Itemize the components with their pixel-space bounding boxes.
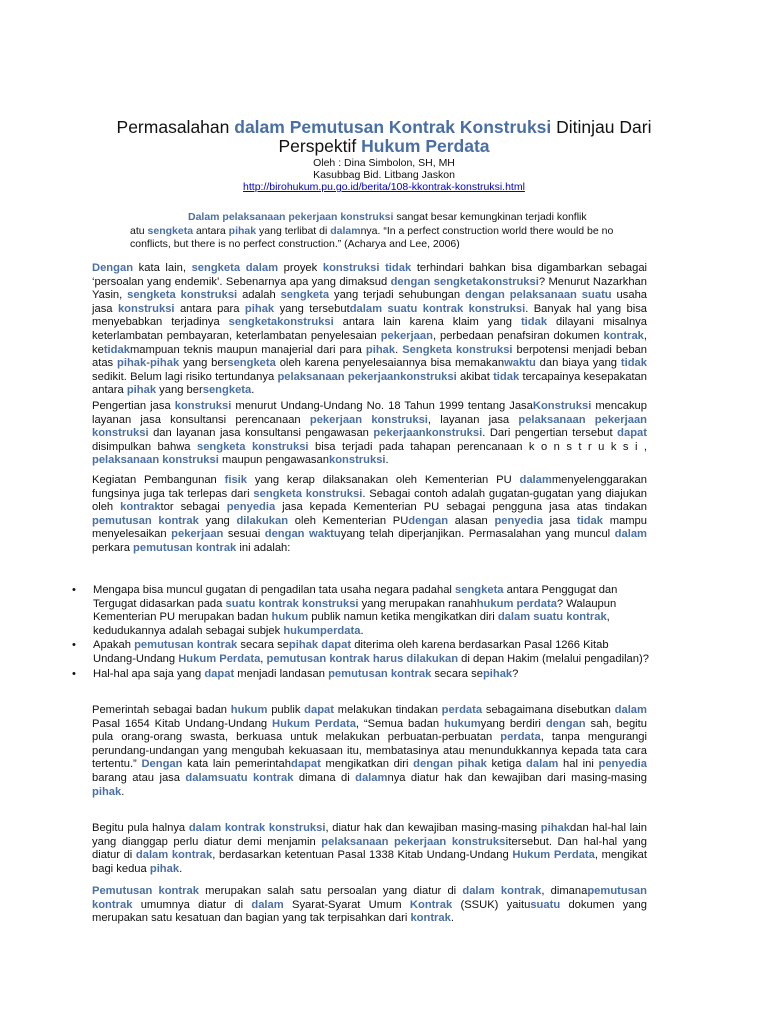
- keyword-highlight: sengketa: [253, 487, 302, 500]
- keyword-highlight: pemutusan: [587, 885, 647, 897]
- keyword-highlight: dengan: [408, 514, 449, 527]
- source-link-wrap: [60, 181, 708, 194]
- keyword-highlight: kontrak: [566, 611, 607, 624]
- keyword-highlight: Pemutusan: [92, 885, 153, 897]
- keyword-highlight: kontrak: [603, 329, 644, 342]
- keyword-highlight: dalam: [526, 758, 559, 771]
- keyword-highlight: konstruksi: [400, 370, 457, 383]
- keyword-highlight: pelaksanaan: [518, 413, 586, 426]
- keyword-highlight: perdata: [441, 704, 483, 716]
- title-text: Permasalahan: [116, 117, 235, 137]
- keyword-highlight: pihak: [92, 785, 122, 798]
- intro-text: antara: [193, 224, 229, 237]
- keyword-highlight: kontrak: [253, 771, 294, 784]
- keyword-highlight: fisik: [224, 474, 247, 486]
- keyword-highlight: pihak: [149, 357, 180, 370]
- keyword-highlight: suatu: [533, 611, 564, 624]
- keyword-highlight: dalam: [349, 302, 383, 315]
- keyword-highlight: waktu: [309, 528, 341, 541]
- keyword-highlight: dalam: [245, 262, 279, 274]
- keyword-highlight: konstruksi: [162, 454, 219, 467]
- keyword-highlight: tidak: [520, 316, 548, 329]
- author-position: Kasubbag Bid. Litbang Jaskon: [313, 169, 455, 181]
- keyword-highlight: pekerjaan: [394, 835, 447, 848]
- keyword-highlight: sengketa: [455, 584, 504, 596]
- keyword-highlight: sengketa: [227, 357, 276, 370]
- keyword-highlight: pelaksanaan: [321, 835, 389, 848]
- keyword-highlight: dalam: [135, 849, 169, 862]
- list-item: [72, 639, 652, 666]
- keyword-highlight: pekerjaan: [594, 413, 648, 426]
- keyword-highlight: dalam: [614, 528, 648, 541]
- list-item-text: Mengapa bisa muncul gugatan di pengadilan tata usaha negara padahal sengketa antara Penggugat dan Tergugat didasarkan pada suatu kontrak konstruksi yang merupakan ranahhukum perdata? Walaupun Kementerian PU merupakan badan hukum publik namun ketika mengikatkan diri dalam suatu kontrak, kedudukannya adalah sebagai subjek hukumperdata.: [93, 584, 618, 637]
- keyword-highlight: pelaksanaan: [277, 370, 345, 383]
- intro-text: yang terlibat di: [256, 224, 331, 237]
- paragraph-3: Kegiatan Pembangunan fisik yang kerap dilaksanakan oleh Kementerian PU dalammenyelenggarakan fungsinya juga tak terlepas dari sengketa konstruksi. Sebagai contoh adalah gugatan-gugatan yang diajukan oleh kontraktor sebagai penyedia jasa kepada Kementerian PU sebagai pengguna jasa atas tindakan pemutusan kontrak yang dilakukan oleh Kementerian PUdengan alasan penyedia jasa tidak mampu menyelesaikan pekerjaan sesuai dengan waktuyang telah diperjanjikan. Permasalahan yang muncul dalam perkara pemutusan kontrak ini adalah:: [92, 474, 648, 554]
- keyword-highlight: konstruksi: [180, 289, 238, 302]
- keyword-highlight: dengan: [545, 717, 586, 730]
- question-list: [72, 584, 652, 682]
- keyword-highlight: Perdata: [553, 849, 595, 862]
- keyword-highlight: tidak: [103, 343, 130, 356]
- keyword-highlight: pemutusan: [328, 667, 388, 680]
- intro-text: atu: [130, 224, 148, 237]
- keyword-highlight: dalam: [614, 704, 647, 716]
- keyword-highlight: hukum: [271, 611, 309, 624]
- title-text: Perspektif: [278, 136, 362, 156]
- keyword-highlight: pihak: [117, 357, 147, 370]
- keyword-highlight: dapat: [321, 639, 352, 652]
- keyword-highlight: Dengan: [141, 758, 183, 771]
- list-item-text: Apakah pemutusan kontrak secara sepihak dapat diterima oleh karena berdasarkan Pasal 1266 Kitab Undang-Undang Hukum Perdata, pemutusan kontrak harus dilakukan di depan Hakim (melalui pengadilan)?: [93, 639, 649, 665]
- keyword-highlight: dalam: [185, 771, 218, 784]
- intro-keyword: pihak: [228, 224, 257, 237]
- list-item-text: Hal-hal apa saja yang dapat menjadi landasan pemutusan kontrak secara sepihak?: [93, 667, 519, 680]
- keyword-highlight: tidak: [620, 357, 648, 370]
- keyword-highlight: pihak: [149, 862, 180, 875]
- keyword-highlight: kontrak: [329, 652, 370, 665]
- keyword-highlight: Perdata: [219, 652, 261, 665]
- keyword-highlight: dalam: [355, 771, 388, 784]
- keyword-highlight: pihak: [365, 343, 396, 356]
- keyword-highlight: pekerjaan: [347, 370, 401, 383]
- keyword-highlight: Konstruksi: [532, 400, 592, 412]
- keyword-highlight: harus: [372, 652, 404, 665]
- keyword-highlight: perdata: [516, 597, 557, 610]
- keyword-highlight: konstruksi: [328, 454, 386, 467]
- keyword-highlight: dalam: [462, 885, 495, 897]
- title-keyword: dalam Pemutusan Kontrak Konstruksi: [234, 117, 552, 137]
- keyword-highlight: konstruksi: [92, 427, 149, 440]
- keyword-highlight: Hukum: [178, 652, 217, 665]
- keyword-highlight: dengan: [465, 289, 505, 302]
- keyword-highlight: tidak: [385, 262, 412, 274]
- keyword-highlight: dapat: [204, 667, 235, 680]
- paragraph-1: Dengan kata lain, sengketa dalam proyek konstruksi tidak terhindari bahkan bisa digambarkan sebagai ‘persoalan yang endemik’. Sebenarnya apa yang dimaksud dengan sengketakonstruksi? Menurut Nazarkhan Yasin, sengketa konstruksi adalah sengketa yang terjadi sehubungan dengan pelaksanaan suatu usaha jasa konstruksi antara para pihak yang tersebutdalam suatu kontrak konstruksi. Banyak hal yang bisa menyebabkan terjadinya sengketakonstruksi antara lain karena klaim yang tidak dilayani misalnya keterlambatan pembayaran, keterlambatan penyelesaian pekerjaan, perbedaan penafsiran dokumen kontrak, ketidakmampuan teknis maupun manajerial dari para pihak. Sengketa konstruksi berpotensi menjadi beban atas pihak-pihak yang bersengketa oleh karena penyelesaiannya bisa memakanwaktu dan biaya yang tidak sedikit. Belum lagi risiko tertundanya pelaksanaan pekerjaankonstruksi akibat tidak tercapainya kesepakatan antara pihak yang bersengketa.: [92, 262, 648, 397]
- keyword-highlight: dilakukan: [236, 514, 289, 527]
- bullet-icon: •: [72, 639, 76, 652]
- keyword-highlight: pemutusan: [92, 514, 152, 527]
- keyword-highlight: hukum: [230, 704, 268, 716]
- keyword-highlight: dapat: [617, 427, 647, 440]
- keyword-highlight: konstruksi: [425, 427, 483, 440]
- keyword-highlight: pemutusan: [133, 541, 193, 554]
- document-title: [60, 118, 708, 156]
- keyword-highlight: kontrak: [158, 514, 199, 527]
- intro-keyword: sengketa: [147, 224, 194, 237]
- paragraph-2: Pengertian jasa konstruksi menurut Undang-Undang No. 18 Tahun 1999 tentang JasaKonstruksi mencakup layanan jasa konsultansi perencanaan pekerjaan konstruksi, layanan jasa pelaksanaan pekerjaan konstruksi dan layanan jasa konsultansi pengawasan pekerjaankonstruksi. Dari pengertian tersebut dapat disimpulkan bahwa sengketa konstruksi bisa terjadi pada tahapan perencanaan k o n s t r u k s i , pelaksanaan konstruksi maupun pengawasankonstruksi.: [92, 400, 648, 467]
- keyword-highlight: pekerjaan: [171, 528, 224, 541]
- keyword-highlight: pihak: [540, 822, 571, 834]
- keyword-highlight: konstruksi: [371, 413, 428, 426]
- keyword-highlight: kontrak: [390, 667, 432, 680]
- keyword-highlight: kontrak: [500, 885, 542, 897]
- keyword-highlight: dengan: [264, 528, 305, 541]
- keyword-highlight: pelaksanaan: [509, 289, 577, 302]
- keyword-highlight: penyedia: [494, 514, 543, 527]
- keyword-highlight: suatu: [225, 597, 256, 610]
- keyword-highlight: pemutusan: [266, 652, 327, 665]
- keyword-highlight: pekerjaan: [309, 413, 363, 426]
- keyword-highlight: tidak: [576, 514, 603, 527]
- list-item: [72, 668, 652, 682]
- intro-text: nya. “In a perfect construction world there would be no conflicts, but there is no perfect construction.” (Acharya and Lee, 2006): [130, 224, 614, 250]
- keyword-highlight: konstruksi: [305, 487, 363, 500]
- keyword-highlight: kontrak: [224, 822, 266, 834]
- keyword-highlight: konstruksi: [451, 835, 509, 848]
- keyword-highlight: tidak: [493, 370, 520, 383]
- keyword-highlight: konstruksi: [301, 597, 359, 610]
- intro-keyword: Dalam pelaksanaan pekerjaan konstruksi: [188, 211, 394, 223]
- title-text: Ditinjau Dari: [551, 117, 652, 137]
- keyword-highlight: perdata: [500, 731, 541, 744]
- keyword-highlight: pemutusan: [134, 639, 194, 652]
- keyword-highlight: kontrak: [120, 501, 161, 514]
- keyword-highlight: Kontrak: [409, 898, 453, 911]
- author-line: Oleh : Dina Simbolon, SH, MH: [313, 157, 455, 169]
- keyword-highlight: pihak: [126, 384, 157, 397]
- keyword-highlight: dengan: [413, 758, 453, 771]
- source-link[interactable]: http://birohukum.pu.go.id/berita/108-kkontrak-konstruksi.html: [243, 181, 525, 193]
- keyword-highlight: pihak: [457, 758, 487, 771]
- keyword-highlight: waktu: [504, 357, 536, 370]
- keyword-highlight: kontrak: [171, 849, 213, 862]
- keyword-highlight: kontrak: [410, 912, 451, 925]
- keyword-highlight: sengketa: [196, 440, 246, 453]
- keyword-highlight: penyedia: [226, 501, 276, 514]
- keyword-highlight: dalam: [497, 611, 531, 624]
- keyword-highlight: pekerjaan: [373, 427, 426, 440]
- keyword-highlight: penyedia: [598, 758, 647, 771]
- intro-quote: [130, 211, 650, 252]
- keyword-highlight: sengketa: [280, 289, 330, 302]
- keyword-highlight: sengketa: [228, 316, 278, 329]
- keyword-highlight: dalam: [188, 822, 222, 834]
- keyword-highlight: hukum: [444, 717, 481, 730]
- keyword-highlight: konstruksi: [268, 822, 326, 834]
- keyword-highlight: konstruksi: [322, 262, 380, 274]
- bullet-icon: •: [72, 667, 76, 680]
- keyword-highlight: pekerjaan: [380, 329, 433, 342]
- keyword-highlight: sengketa: [433, 275, 483, 288]
- keyword-highlight: dalam: [519, 474, 552, 486]
- paragraph-4: Pemerintah sebagai badan hukum publik dapat melakukan tindakan perdata sebagaimana disebutkan dalam Pasal 1654 Kitab Undang-Undang Hukum Perdata, “Semua badan hukumyang berdiri dengan sah, begitu pula orang-orang swasta, berkuasa untuk melakukan perbuatan-perbuatan perdata, tanpa mengurangi perundang-undangan yang mengubah kekuasaan itu, membatasinya atau menundukkannya kepada tata cara tertentu.” Dengan kata lain pemerintahdapat mengikatkan diri dengan pihak ketiga dalam hal ini penyedia barang atau jasa dalamsuatu kontrak dimana di dalamnya diatur hak dan kewajiban dari masing-masing pihak.: [92, 704, 648, 798]
- intro-keyword: dalam: [330, 224, 361, 237]
- keyword-highlight: suatu: [387, 302, 418, 315]
- paragraph-6: Pemutusan kontrak merupakan salah satu persoalan yang diatur di dalam kontrak, dimanapemutusan kontrak umumnya diatur di dalam Syarat-Syarat Umum Kontrak (SSUK) yaitusuatu dokumen yang merupakan satu kesatuan dan bagian yang tak terpisahkan dari kontrak.: [92, 885, 648, 925]
- paragraph-5: Begitu pula halnya dalam kontrak konstruksi, diatur hak dan kewajiban masing-masing pihakdan hal-hal lain yang dianggap perlu diatur demi menjamin pelaksanaan pekerjaan konstruksitersebut. Dan hal-hal yang diatur di dalam kontrak, berdasarkan ketentuan Pasal 1338 Kitab Undang-Undang Hukum Perdata, mengikat bagi kedua pihak.: [92, 822, 648, 875]
- keyword-highlight: perdata: [320, 624, 361, 637]
- keyword-highlight: pihak: [288, 639, 319, 652]
- keyword-highlight: kontrak: [196, 639, 238, 652]
- keyword-highlight: konstruksi: [482, 275, 539, 288]
- keyword-highlight: sengketa: [191, 262, 241, 274]
- intro-text: sangat besar kemungkinan terjadi konflik: [393, 211, 587, 223]
- keyword-highlight: dilakukan: [406, 652, 459, 665]
- keyword-highlight: dalam: [251, 898, 284, 911]
- keyword-highlight: kontrak: [92, 898, 133, 911]
- keyword-highlight: pihak: [244, 302, 275, 315]
- keyword-highlight: konstruksi: [468, 302, 526, 315]
- list-item: [72, 584, 652, 638]
- bullet-icon: •: [72, 584, 76, 596]
- keyword-highlight: konstruksi: [117, 302, 175, 315]
- keyword-highlight: pelaksanaan: [92, 454, 160, 467]
- keyword-highlight: kontrak: [422, 302, 464, 315]
- keyword-highlight: hukum: [476, 597, 514, 610]
- keyword-highlight: konstruksi: [251, 440, 309, 453]
- keyword-highlight: sengketa: [127, 289, 176, 302]
- keyword-highlight: konstruksi: [277, 316, 334, 329]
- keyword-highlight: suatu: [217, 771, 248, 784]
- keyword-highlight: kontrak: [195, 541, 237, 554]
- keyword-highlight: Perdata: [314, 717, 356, 730]
- keyword-highlight: kontrak: [258, 597, 299, 610]
- keyword-highlight: konstruksi: [174, 400, 232, 412]
- keyword-highlight: dapat: [304, 704, 335, 716]
- keyword-highlight: dengan: [390, 275, 431, 288]
- keyword-highlight: dapat: [290, 758, 321, 771]
- keyword-highlight: hukum: [283, 624, 321, 637]
- keyword-highlight: Hukum: [512, 849, 551, 862]
- keyword-highlight: konstruksi: [455, 343, 513, 356]
- keyword-highlight: kontrak: [158, 885, 199, 897]
- keyword-highlight: pihak: [482, 667, 513, 680]
- keyword-highlight: Dengan: [92, 262, 134, 274]
- keyword-highlight: sengketa: [202, 384, 252, 397]
- keyword-highlight: suatu: [581, 289, 612, 302]
- keyword-highlight: suatu: [530, 898, 561, 911]
- title-keyword: Hukum Perdata: [361, 136, 490, 156]
- keyword-highlight: Hukum: [272, 717, 310, 730]
- keyword-highlight: Sengketa: [402, 343, 452, 356]
